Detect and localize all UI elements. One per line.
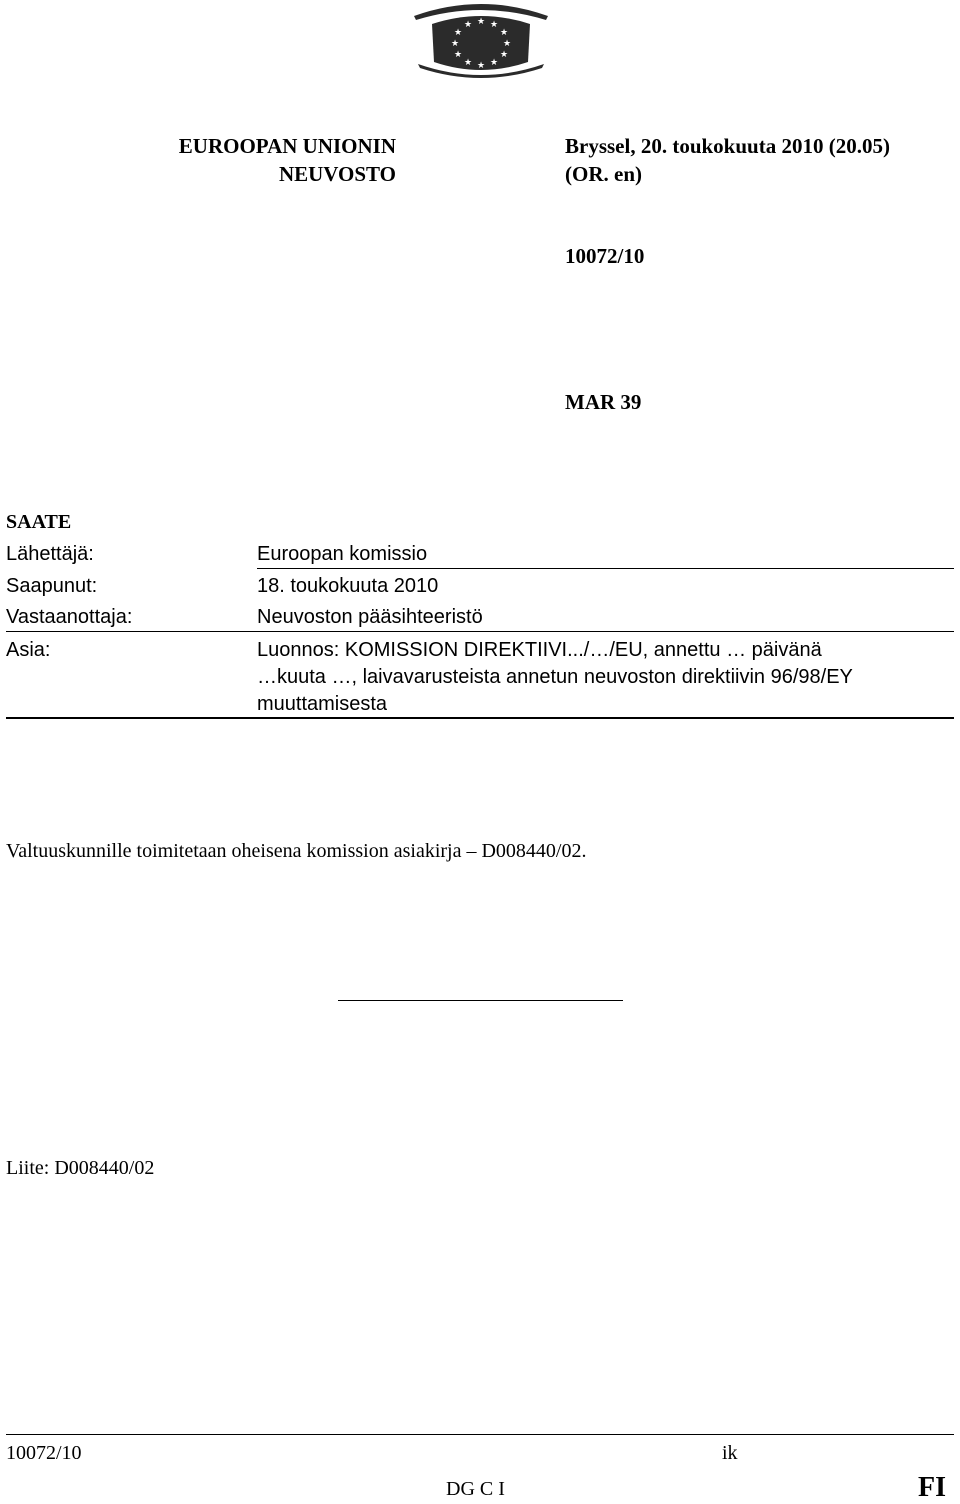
footer-divider [6, 1434, 954, 1435]
received-label: Saapunut: [6, 575, 98, 597]
place-date [565, 132, 890, 188]
footer-initials: ik [722, 1442, 738, 1464]
institution-line1: EUROOPAN UNIONIN [178, 134, 396, 158]
subject-line2: …kuuta …, laivavarusteista annetun neuvoston direktiivin 96/98/EY [257, 666, 853, 688]
document-number: 10072/10 [565, 244, 645, 268]
svg-text:★: ★ [489, 58, 499, 68]
subject-line3: muuttamisesta [257, 693, 388, 715]
recipient-divider [6, 631, 954, 632]
svg-text:★: ★ [502, 39, 512, 49]
svg-text:★: ★ [489, 20, 499, 30]
footer-language: FI [918, 1472, 946, 1503]
separator-line [338, 1000, 623, 1001]
body-text: Valtuuskunnille toimitetaan oheisena komission asiakirja – D008440/02. [6, 840, 587, 862]
subject-divider [6, 717, 954, 719]
original-language: (OR. en) [565, 162, 642, 186]
svg-text:★: ★ [476, 17, 486, 27]
subject-line1: Luonnos: KOMISSION DIREKTIIVI.../…/EU, annettu … päivänä [257, 639, 822, 661]
subject-label: Asia: [6, 639, 51, 661]
footer-directorate: DG C I [446, 1478, 505, 1500]
svg-text:★: ★ [476, 61, 486, 71]
svg-text:★: ★ [453, 28, 463, 38]
council-logo-icon [410, 0, 552, 78]
place-date-line1: Bryssel, 20. toukokuuta 2010 (20.05) [565, 134, 890, 158]
recipient-label: Vastaanottaja: [6, 606, 133, 628]
svg-text:★: ★ [453, 50, 463, 60]
recipient-value: Neuvoston pääsihteeristö [257, 606, 483, 628]
footer-doc-number: 10072/10 [6, 1442, 82, 1464]
svg-text:★: ★ [499, 28, 509, 38]
institution-line2: NEUVOSTO [278, 162, 396, 186]
svg-text:★: ★ [499, 50, 509, 60]
received-value: 18. toukokuuta 2010 [257, 575, 439, 597]
svg-text:★: ★ [450, 39, 460, 49]
annex-text: Liite: D008440/02 [6, 1157, 155, 1179]
sender-divider [257, 568, 954, 569]
svg-text:★: ★ [463, 58, 473, 68]
svg-text:★: ★ [463, 20, 473, 30]
sender-label: Lähettäjä: [6, 543, 94, 565]
file-code: MAR 39 [565, 390, 642, 414]
cover-note-title: SAATE [6, 511, 72, 533]
sender-value: Euroopan komissio [257, 543, 428, 565]
institution-name [120, 132, 396, 188]
